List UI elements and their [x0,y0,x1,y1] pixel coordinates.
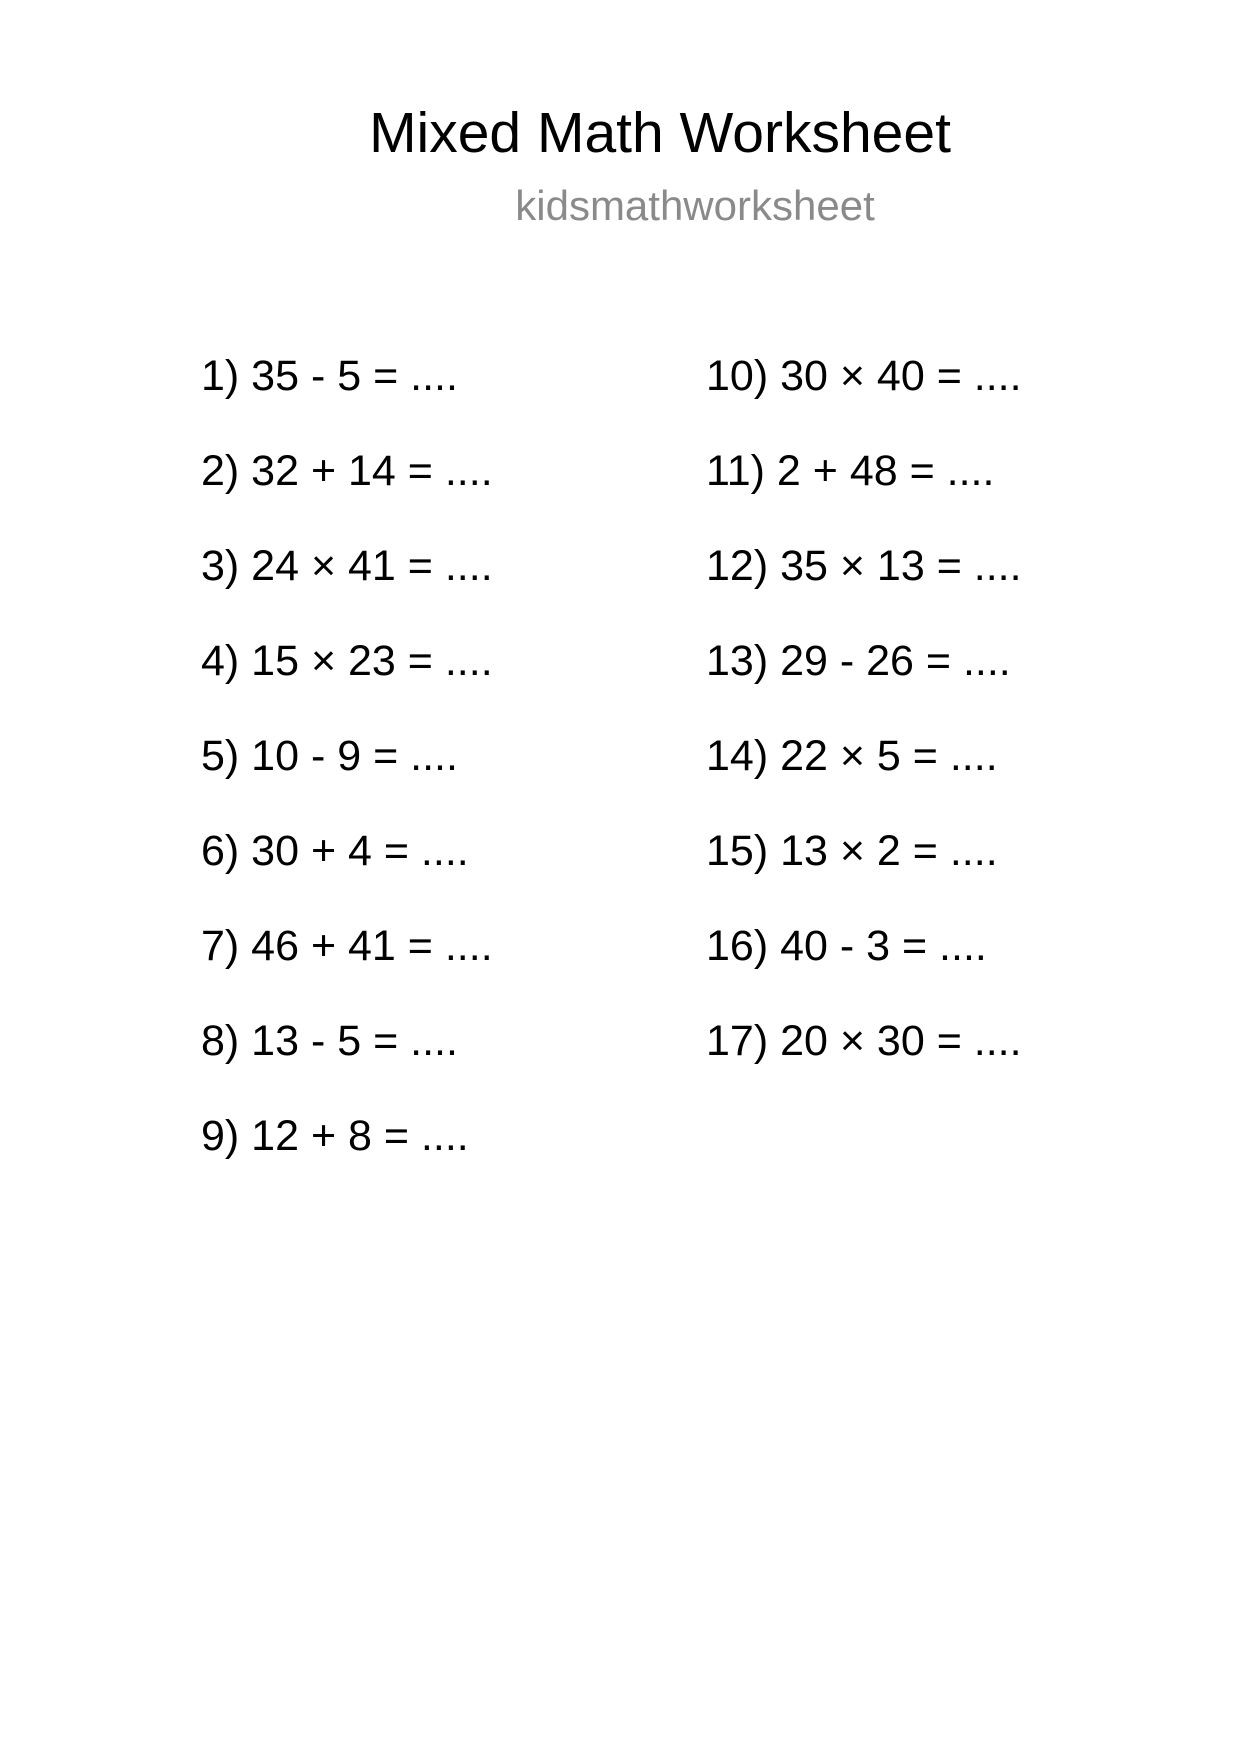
problem-item: 17) 20 × 30 = .... [706,1017,1022,1065]
problem-item: 4) 15 × 23 = .... [201,637,493,685]
problem-item: 16) 40 - 3 = .... [706,922,987,970]
problem-item: 6) 30 + 4 = .... [201,827,469,875]
worksheet-subtitle: kidsmathworksheet [515,182,875,229]
problem-item: 1) 35 - 5 = .... [201,352,458,400]
problem-item: 10) 30 × 40 = .... [706,352,1022,400]
problem-item: 9) 12 + 8 = .... [201,1112,469,1160]
problem-item: 8) 13 - 5 = .... [201,1017,458,1065]
problem-item: 15) 13 × 2 = .... [706,827,998,875]
problem-item: 14) 22 × 5 = .... [706,732,998,780]
problem-item: 7) 46 + 41 = .... [201,922,493,970]
worksheet-title: Mixed Math Worksheet [369,101,951,165]
problem-item: 5) 10 - 9 = .... [201,732,458,780]
problem-item: 12) 35 × 13 = .... [706,542,1022,590]
problem-item: 3) 24 × 41 = .... [201,542,493,590]
problem-item: 11) 2 + 48 = .... [706,447,995,495]
problem-item: 13) 29 - 26 = .... [706,637,1011,685]
problem-item: 2) 32 + 14 = .... [201,447,493,495]
